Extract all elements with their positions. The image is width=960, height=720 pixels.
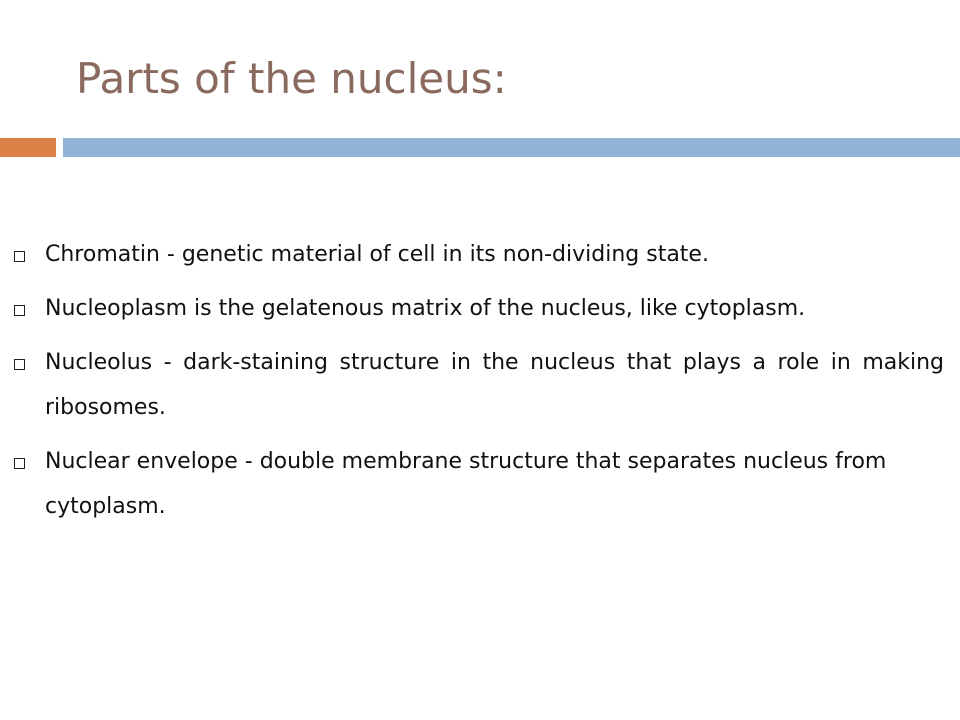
bullet-list [14, 232, 944, 538]
bullet-item-chromatin [14, 232, 944, 277]
bullet-text: Nucleoplasm is the gelatenous matrix of the nucleus, like cytoplasm. [45, 296, 806, 321]
bullet-text: Nucleolus - dark-staining structure in the nucleus that plays a role in making ribosomes. [45, 350, 944, 420]
title-accent-bar-blue [63, 138, 960, 157]
bullet-item-nucleoplasm [14, 286, 944, 331]
bullet-item-nucleolus [14, 340, 944, 430]
bullet-text: Chromatin - genetic material of cell in its non-dividing state. [45, 242, 709, 267]
bullet-text: Nuclear envelope - double membrane structure that separates nucleus from cytoplasm. [45, 449, 887, 519]
title-accent-bar-orange [0, 138, 56, 157]
hollow-square-icon [14, 359, 25, 370]
hollow-square-icon [14, 305, 25, 316]
slide-title: Parts of the nucleus: [76, 54, 507, 103]
hollow-square-icon [14, 458, 25, 469]
bullet-item-nuclear-envelope [14, 439, 944, 529]
hollow-square-icon [14, 251, 25, 262]
